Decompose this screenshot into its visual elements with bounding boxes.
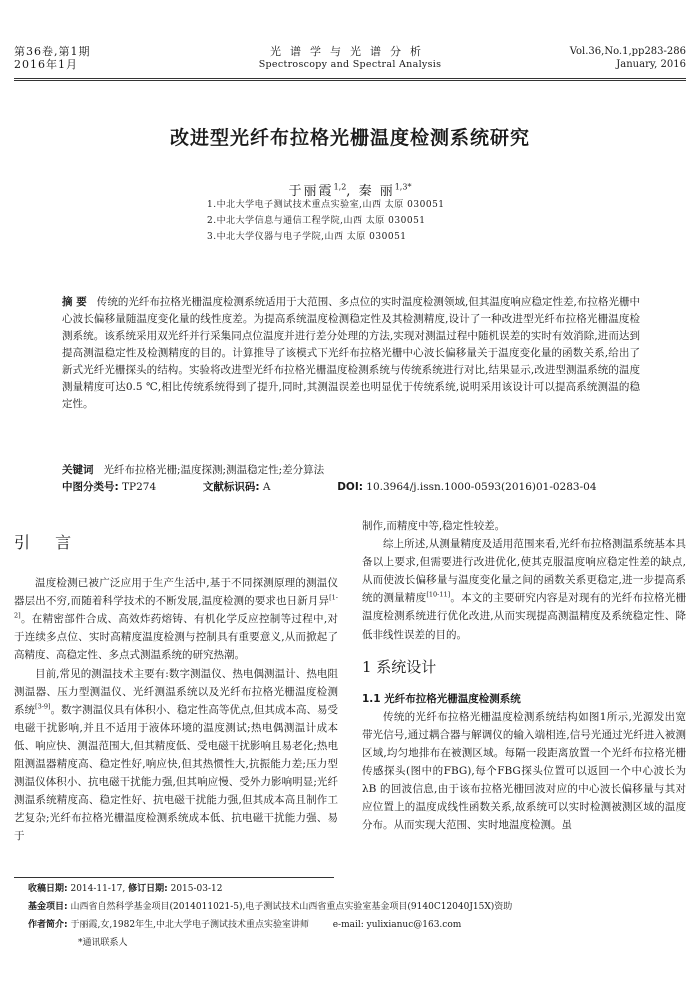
issue-date-cn: 2016年1月 bbox=[14, 58, 78, 71]
body-paragraph: 综上所述,从测量精度及适用范围来看,光纤布拉格测温系统基本具备以上要求,但需要进行改进优化,使其克服温度响应稳定性差的缺点,从而使波长偏移量与温度变化量之间的函数关系更稳定,进一步提高系统的测量精度[10-11]。本文的主要研究内容是对现有的光纤布拉格光栅温度检测系统进行优化改进,从而实现提高测温精度及系统稳定性、降低非线性误差的目的。 bbox=[362, 538, 687, 641]
section-heading-intro: 引 言 bbox=[14, 533, 82, 552]
author-affil-mark: 1,3* bbox=[394, 182, 412, 192]
citation: [10-11] bbox=[426, 590, 451, 599]
body-paragraph: 制作,而精度中等,稳定性较差。 bbox=[362, 520, 506, 532]
issue-volume-cn: 第36卷,第1期 bbox=[14, 45, 91, 58]
section-heading-design: 1 系统设计 bbox=[362, 657, 437, 676]
revised-label: 修订日期: bbox=[128, 884, 168, 894]
journal-name bbox=[200, 45, 500, 71]
abstract bbox=[62, 294, 640, 413]
keywords-text: 光纤布拉格光栅;温度探测;测温稳定性;差分算法 bbox=[103, 464, 325, 476]
bio-label: 作者简介: bbox=[28, 920, 68, 930]
fund-label: 基金项目: bbox=[28, 902, 68, 912]
doi-label: DOI: bbox=[337, 481, 363, 493]
footnote-bio bbox=[28, 916, 688, 934]
doi-value: 10.3964/j.issn.1000-0593(2016)01-0283-04 bbox=[366, 481, 597, 493]
received-label: 收稿日期: bbox=[28, 884, 68, 894]
author-email: e-mail: yulixianuc@163.com bbox=[332, 920, 462, 930]
received-date: 2014-11-17, bbox=[70, 884, 126, 894]
fund-text: 山西省自然科学基金项目(2014011021-5),电子测试技术山西省重点实验室基金项目(9140C12040J15X)资助 bbox=[70, 902, 513, 912]
intro-paragraph: 目前,常见的测温技术主要有:数字测温仪、热电偶测温计、热电阻测温器、压力型测温仪、光纤测温系统以及光纤布拉格光栅温度检测系统[3-9]。数字测温仪具有体积小、稳定性高等优点,但其成本高、易受电磁干扰影响,并且不适用于液体环境的温度测试;热电偶测温计成本低、响应快、测温范围大,但其精度低、受电磁干扰影响且易老化;热电阻测温器精度高、稳定性好,响应快,但其热惯性大,抗振能力差;压力型测温仪体积小、抗电磁干扰能力强,但其响应慢、受外力影响明显;光纤测温系统精度高、稳定性好、抗电磁干扰能力强,但其成本高且制作工艺复杂;光纤布拉格光栅温度检测系统成本低、抗电磁干扰能力强、易于 bbox=[14, 667, 338, 843]
issue-info-en bbox=[570, 45, 686, 71]
author-affil-mark: 1,2 bbox=[333, 182, 347, 192]
affiliation: 2.中北大学信息与通信工程学院,山西 太原 030051 bbox=[207, 216, 426, 226]
footnote-dates bbox=[28, 880, 688, 898]
issue-date-en: January, 2016 bbox=[616, 59, 686, 70]
doc-code-value: A bbox=[262, 481, 271, 493]
issue-info-cn bbox=[14, 45, 91, 71]
bio-text: 于丽霞,女,1982年生,中北大学电子测试技术重点实验室讲师 bbox=[70, 920, 309, 930]
footnote-rule bbox=[14, 877, 334, 878]
intro-paragraph: 温度检测已被广泛应用于生产生活中,基于不同探测原理的测温仪器层出不穷,而随着科学技术的不断发展,温度检测的要求也日新月异[1-2]。在精密部件合成、高效炸药熔铸、有机化学反应控制等过程中,对于连续多点位、实时高精度温度检测与控制具有重要意义,从而掀起了高精度、高稳定性、多点式测温系统的研究热潮。 bbox=[14, 577, 338, 662]
author-name: 于丽霞 bbox=[288, 184, 334, 199]
header-rule-thin bbox=[14, 80, 686, 81]
abstract-label: 摘 要 bbox=[62, 296, 87, 308]
author-separator: , bbox=[346, 184, 353, 199]
journal-name-cn: 光谱学与光谱分析 bbox=[270, 45, 430, 58]
clc-label: 中图分类号: bbox=[62, 481, 119, 493]
footnote-fund bbox=[28, 898, 688, 916]
clc-value: TP274 bbox=[122, 481, 157, 493]
citation: [3-9] bbox=[35, 702, 51, 711]
revised-date: 2015-03-12 bbox=[170, 884, 223, 894]
right-column bbox=[362, 517, 686, 835]
header-rule bbox=[14, 78, 686, 79]
journal-name-en: Spectroscopy and Spectral Analysis bbox=[258, 59, 442, 70]
citation: [1-2] bbox=[14, 593, 338, 620]
author-name: 秦 丽 bbox=[358, 184, 395, 199]
abstract-text: 传统的光纤布拉格光栅温度检测系统适用于大范围、多点位的实时温度检测领域,但其温度响应稳定性差,布拉格光栅中心波长偏移量随温度变化量的线性度差。为提高系统温度检测稳定性及其检测精度,设计了一种改进型光纤布拉格光栅温度检测系统。该系统采用双光纤并行采集同点位温度并进行差分处理的方法,实现对测温过程中随机误差的实时有效消除,进而达到提高测温稳定性及检测精度的目的。计算推导了该模式下光纤布拉格光栅中心波长偏移量关于温度变化量的函数关系,给出了新式光纤光栅探头的结构。实验将改进型光纤布拉格光栅温度检测系统与传统系统进行对比,结果显示,改进型测温系统的温度测量精度可达0.5 ℃,相比传统系统得到了提升,同时,其测温误差也明显优于传统系统,说明采用该设计可以提高系统测温的稳定性。 bbox=[62, 296, 640, 410]
doc-code-label: 文献标识码: bbox=[202, 481, 260, 493]
subsection-heading: 1.1 光纤布拉格光栅温度检测系统 bbox=[362, 692, 521, 705]
corresponding-author-note: *通讯联系人 bbox=[78, 938, 128, 948]
keywords-label: 关键词 bbox=[62, 464, 94, 476]
affiliation: 3.中北大学仪器与电子学院,山西 太原 030051 bbox=[207, 232, 407, 242]
left-column bbox=[14, 534, 338, 846]
footnotes bbox=[28, 880, 688, 952]
affiliation: 1.中北大学电子测试技术重点实验室,山西 太原 030051 bbox=[207, 200, 445, 210]
body-paragraph: 传统的光纤布拉格光栅温度检测系统结构如图1所示,光源发出宽带光信号,通过耦合器与解调仪的输入端相连,信号光通过光纤进入被测区域,均匀地排布在被测区域。每隔一段距离放置一个光纤布拉格光栅传感探头(图中的FBG),每个FBG探头位置可以返回一个中心波长为 λB 的回波信息,由于该布拉格光栅回波对应的中心波长偏移量与其对应位置上的温度成线性函数关系,故系统可以实时检测被测区域的温度分布。从而实现大范围、实时地温度检测。虽 bbox=[362, 710, 686, 832]
paper-title: 改进型光纤布拉格光栅温度检测系统研究 bbox=[169, 127, 530, 149]
issue-volume-en: Vol.36,No.1,pp283-286 bbox=[569, 46, 686, 57]
affiliations bbox=[207, 197, 445, 245]
keywords-block bbox=[62, 462, 640, 496]
